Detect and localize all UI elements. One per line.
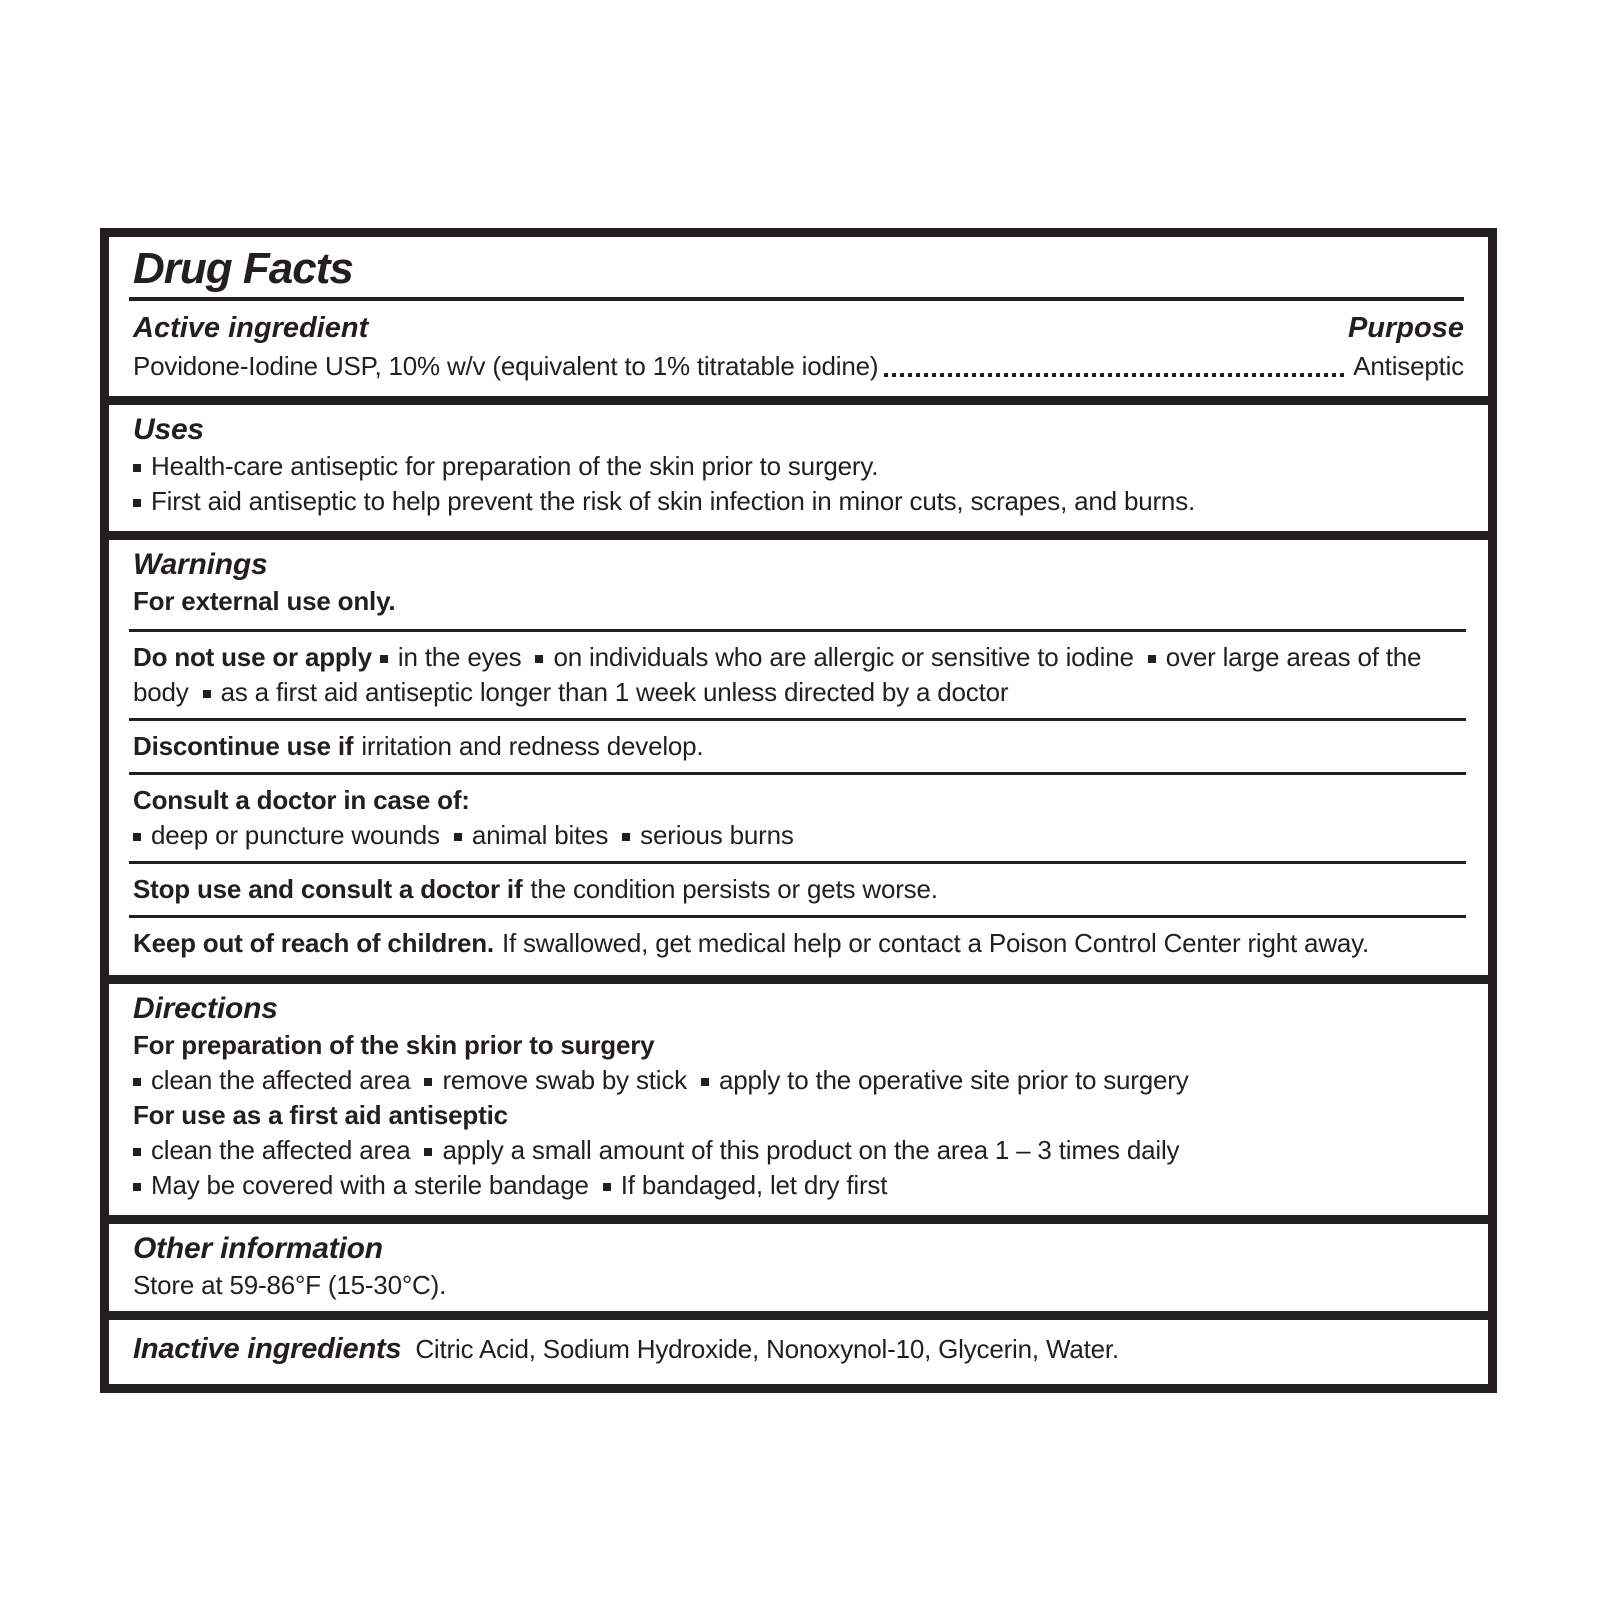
- other-information-heading: Other information: [133, 1232, 383, 1265]
- bullet-icon: [424, 1078, 432, 1086]
- inactive-ingredients-heading: Inactive ingredients: [133, 1333, 402, 1365]
- first-aid-steps-line2: May be covered with a sterile bandage If bandaged, let dry first: [133, 1168, 1464, 1203]
- bullet-icon: [1148, 655, 1156, 663]
- bullet-icon: [424, 1148, 432, 1156]
- inactive-ingredients-section: [109, 1320, 1488, 1384]
- section-divider: [109, 1215, 1488, 1224]
- uses-item: Health-care antiseptic for preparation of the skin prior to surgery.: [133, 449, 1464, 484]
- bullet-icon: [133, 1183, 141, 1191]
- section-divider: [109, 531, 1488, 540]
- keep-out-lead: Keep out of reach of children.: [133, 928, 494, 958]
- bullet-icon: [380, 655, 388, 663]
- surgery-subheading: For preparation of the skin prior to surgery: [133, 1030, 655, 1060]
- drug-facts-panel: [100, 228, 1497, 1393]
- bullet-icon: [133, 1148, 141, 1156]
- bullet-icon: [203, 690, 211, 698]
- inactive-ingredients-list: Citric Acid, Sodium Hydroxide, Nonoxynol-10, Glycerin, Water.: [415, 1334, 1119, 1364]
- first-aid-subheading: For use as a first aid antiseptic: [133, 1100, 508, 1130]
- consult-lead: Consult a doctor in case of:: [133, 785, 470, 815]
- keep-out-block: Keep out of reach of children. If swallowed, get medical help or contact a Poison Control Center right away.: [133, 928, 1370, 958]
- active-ingredient-name: Povidone-Iodine USP, 10% w/v (equivalent to 1% titratable iodine): [133, 351, 879, 381]
- uses-section: [109, 405, 1488, 531]
- bullet-icon: [603, 1183, 611, 1191]
- dot-leader: [884, 373, 1347, 377]
- drug-facts-title: Drug Facts: [133, 244, 353, 293]
- discontinue-lead: Discontinue use if: [133, 731, 354, 761]
- bullet-icon: [133, 464, 141, 472]
- bullet-icon: [133, 499, 141, 507]
- bullet-icon: [701, 1078, 709, 1086]
- directions-heading: Directions: [133, 992, 278, 1025]
- purpose-heading: Purpose: [1347, 312, 1464, 344]
- bullet-icon: [622, 833, 630, 841]
- uses-heading: Uses: [133, 413, 204, 446]
- warnings-heading: Warnings: [133, 548, 268, 581]
- section-divider: [109, 975, 1488, 984]
- other-information-section: [109, 1224, 1488, 1311]
- purpose-value: Antiseptic: [1353, 351, 1464, 381]
- section-divider: [109, 396, 1488, 405]
- bullet-icon: [133, 1078, 141, 1086]
- do-not-use-block: Do not use or apply in the eyes on individuals who are allergic or sensitive to iodine over large areas of the body as a first aid antiseptic longer than 1 week unless directed by a doctor: [133, 642, 1422, 707]
- directions-section: [109, 984, 1488, 1215]
- storage-statement: Store at 59-86°F (15-30°C).: [133, 1270, 447, 1300]
- stop-use-lead: Stop use and consult a doctor if: [133, 874, 523, 904]
- discontinue-block: Discontinue use if irritation and redness develop.: [133, 731, 704, 761]
- warnings-section: [109, 540, 1488, 975]
- section-divider: [109, 1311, 1488, 1320]
- surgery-steps: clean the affected area remove swab by stick apply to the operative site prior to surgery: [133, 1063, 1464, 1098]
- first-aid-steps-line1: clean the affected area apply a small amount of this product on the area 1 – 3 times daily: [133, 1133, 1464, 1168]
- stop-use-block: Stop use and consult a doctor if the condition persists or gets worse.: [133, 874, 938, 904]
- external-use-statement: For external use only.: [133, 586, 396, 616]
- bullet-icon: [535, 655, 543, 663]
- do-not-use-lead: Do not use or apply: [133, 642, 372, 672]
- warnings-header-block: [109, 540, 1488, 629]
- uses-item: First aid antiseptic to help prevent the risk of skin infection in minor cuts, scrapes, and burns.: [133, 484, 1464, 519]
- consult-block: Consult a doctor in case of: deep or puncture wounds animal bites serious burns: [109, 775, 1488, 861]
- bullet-icon: [133, 833, 141, 841]
- active-ingredient-heading: Active ingredient: [133, 312, 369, 344]
- bullet-icon: [454, 833, 462, 841]
